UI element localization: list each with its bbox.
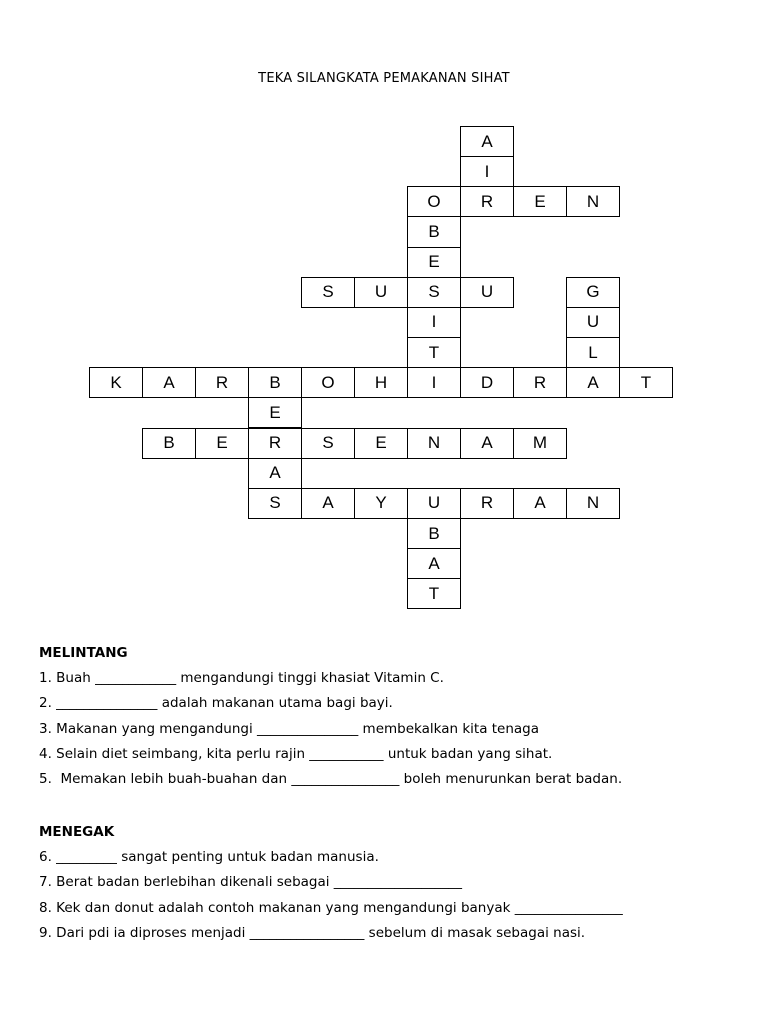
grid-cell: R: [248, 428, 302, 459]
grid-cell: O: [407, 186, 461, 217]
grid-cell: S: [301, 277, 355, 308]
grid-cell: Y: [354, 488, 408, 519]
grid-cell: I: [407, 307, 461, 338]
grid-cell: U: [407, 488, 461, 519]
grid-cell: L: [566, 337, 620, 368]
grid-cell: U: [566, 307, 620, 338]
melintang-heading: MELINTANG: [39, 645, 128, 661]
grid-cell: T: [407, 578, 461, 609]
grid-cell: D: [460, 367, 514, 398]
grid-cell: R: [460, 488, 514, 519]
grid-cell: E: [248, 397, 302, 428]
grid-cell: A: [460, 126, 514, 157]
page-title: TEKA SILANGKATA PEMAKANAN SIHAT: [258, 71, 510, 86]
grid-cell: E: [195, 428, 249, 459]
grid-cell: A: [248, 458, 302, 489]
grid-cell: A: [301, 488, 355, 519]
grid-cell: I: [460, 156, 514, 187]
grid-cell: A: [513, 488, 567, 519]
grid-cell: R: [460, 186, 514, 217]
clue-melintang-5: 5. Memakan lebih buah-buahan dan ________________ boleh menurunkan berat badan.: [39, 771, 623, 787]
grid-cell: A: [142, 367, 196, 398]
grid-cell: E: [513, 186, 567, 217]
grid-cell: E: [354, 428, 408, 459]
grid-cell: A: [460, 428, 514, 459]
clue-menegak-8: 8. Kek dan donut adalah contoh makanan yang mengandungi banyak ________________: [39, 900, 623, 916]
grid-cell: B: [407, 216, 461, 247]
grid-cell: O: [301, 367, 355, 398]
grid-cell: B: [407, 518, 461, 549]
clue-melintang-4: 4. Selain diet seimbang, kita perlu rajin ___________ untuk badan yang sihat.: [39, 746, 553, 762]
grid-cell: U: [460, 277, 514, 308]
clue-melintang-2: 2. _______________ adalah makanan utama bagi bayi.: [39, 695, 393, 711]
grid-cell: M: [513, 428, 567, 459]
clue-melintang-1: 1. Buah ____________ mengandungi tinggi khasiat Vitamin C.: [39, 670, 444, 686]
grid-cell: A: [407, 548, 461, 579]
grid-cell: T: [407, 337, 461, 368]
grid-cell: R: [513, 367, 567, 398]
grid-cell: K: [89, 367, 143, 398]
grid-cell: N: [566, 488, 620, 519]
grid-cell: U: [354, 277, 408, 308]
grid-cell: A: [566, 367, 620, 398]
grid-cell: I: [407, 367, 461, 398]
grid-cell: N: [407, 428, 461, 459]
grid-cell: T: [619, 367, 673, 398]
grid-cell: G: [566, 277, 620, 308]
grid-cell: B: [248, 367, 302, 398]
grid-cell: E: [407, 247, 461, 278]
menegak-heading: MENEGAK: [39, 824, 115, 840]
grid-cell: S: [248, 488, 302, 519]
grid-cell: H: [354, 367, 408, 398]
clue-melintang-3: 3. Makanan yang mengandungi _______________ membekalkan kita tenaga: [39, 721, 540, 737]
clue-menegak-7: 7. Berat badan berlebihan dikenali sebagai ___________________: [39, 874, 463, 890]
grid-cell: B: [142, 428, 196, 459]
clue-menegak-9: 9. Dari pdi ia diproses menjadi _________________ sebelum di masak sebagai nasi.: [39, 925, 586, 941]
grid-cell: N: [566, 186, 620, 217]
grid-cell: S: [301, 428, 355, 459]
grid-cell: R: [195, 367, 249, 398]
grid-cell: S: [407, 277, 461, 308]
clue-menegak-6: 6. _________ sangat penting untuk badan manusia.: [39, 849, 379, 865]
